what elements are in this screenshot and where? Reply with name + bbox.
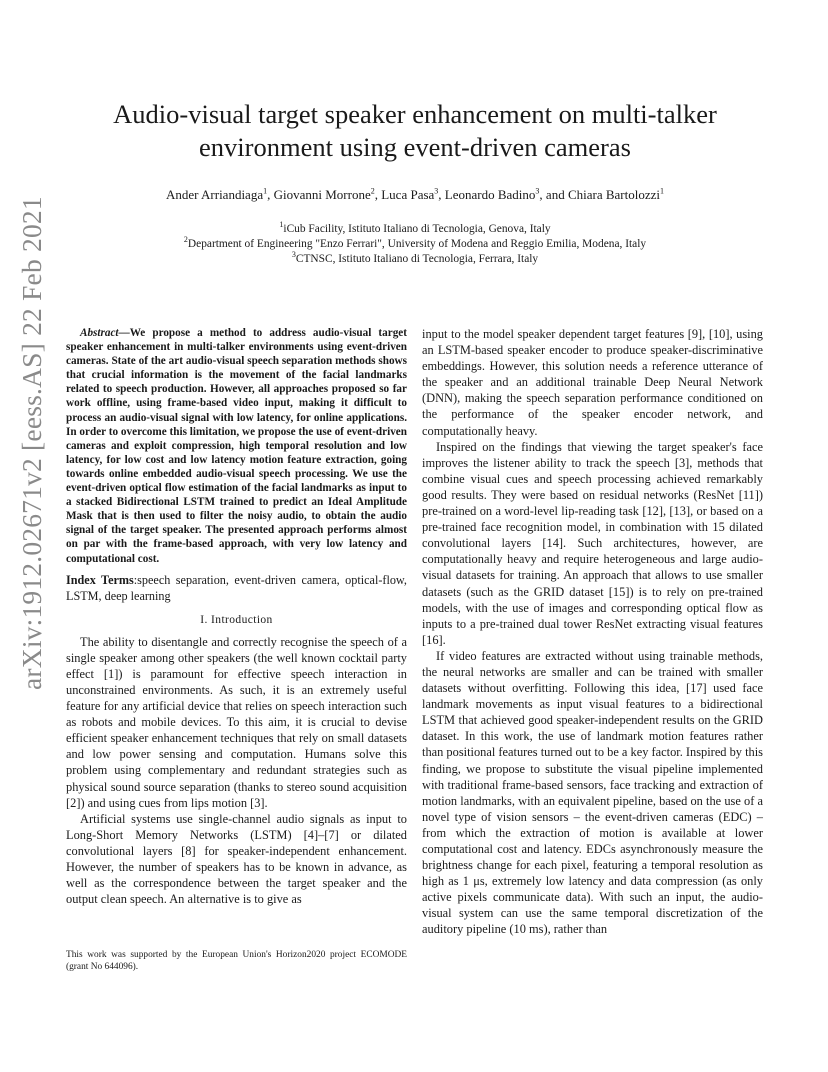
- affiliation: $^2$Department of Engineering "Enzo Ferrari", University of Modena and Reggio Emilia, Modena, Italy: [183, 235, 647, 250]
- author-list: Ander Arriandiaga$^1$, Giovanni Morrone$^2$, Luca Pasa$^3$, Leonardo Badino$^3$, and Chiara Bartolozzi$^1$: [166, 186, 664, 202]
- left-column: [66, 326, 407, 907]
- author: Ander Arriandiaga$^1$: [166, 186, 268, 202]
- body-paragraph: If video features are extracted without using trainable methods, the neural networks are smaller and can be trained with smaller datasets without overfitting. Following this idea, [17] used face landmark movements as input visual features to a bidirectional LSTM that achieved good speaker-independent results on the GRID dataset. In this work, the use of landmark motion features rather than positional features turned out to be a key factor. Inspired by this finding, we propose to substitute the visual pipeline implemented with traditional frame-based sensors, face tracking and extraction of motion landmarks, with an equivalent pipeline, based on the use of a novel type of vision sensors – the event-driven cameras (EDC) – from which the extraction of motion is available at lower computational cost and latency. EDCs asynchronously measure the brightness change for each pixel, featuring a temporal resolution as high as 1 μs, extremely low latency and data compression (as only active pixels communicate data). With such an input, the audio-visual system can use the same temporal discretization of the auditory pipeline (10 ms), rather than: [422, 648, 763, 937]
- body-paragraph: Inspired on the findings that viewing the target speaker's face improves the listener ability to track the speech [3], methods that combine visual cues and speech processing achieved remarkably good results. They were based on residual networks (ResNet [11]) pre-trained on a word-level lip-reading task [12], [13], or based on a pre-trained face recognition model, in combination with 15 dilated convolutional layers [14]. Such architectures, however, are computationally heavy and require heterogeneous and large audio-visual datasets for training. An approach that allows to use smaller datasets (such as the GRID dataset [15]) is to rely on pre-trained models, with the use of images and corresponding optical flow as inputs to a pre-trained dual tower ResNet extracting visual features [16].: [422, 439, 763, 647]
- body-paragraph: input to the model speaker dependent target features [9], [10], using an LSTM-based speaker encoder to produce speaker-discriminative embeddings. However, this solution needs a reference utterance of the speaker and an additional trainable Deep Neural Network (DNN), making the speech separation performance conditioned on the performance of the speaker encoder network, and computationally heavy.: [422, 327, 763, 438]
- paper-title: [60, 98, 770, 164]
- funding-footnote: This work was supported by the European Union's Horizon2020 project ECOMODE (grant No 644096).: [66, 950, 407, 972]
- affiliation: $^3$CTNSC, Istituto Italiano di Tecnologia, Ferrara, Italy: [291, 250, 539, 265]
- title-line-1: Audio-visual target speaker enhancement on multi-talker: [113, 99, 717, 129]
- author: Luca Pasa$^3$: [381, 186, 439, 202]
- author: and Chiara Bartolozzi$^1$: [545, 186, 664, 202]
- author: Leonardo Badino$^3$: [444, 186, 540, 202]
- abstract-label: Abstract: [80, 327, 119, 339]
- abstract: [66, 326, 407, 566]
- affiliation: $^1$iCub Facility, Istituto Italiano di Tecnologia, Genova, Italy: [279, 220, 551, 235]
- body-paragraph: The ability to disentangle and correctly recognise the speech of a single speaker among other speakers (the well known cocktail party effect [1]) is paramount for effective speech interaction in unconstrained environments. As such, it is an extremely useful feature for any artificial device that relies on speech interaction such as robots and mobile devices. To this aim, it is crucial to devise efficient speaker enhancement techniques that rely on small datasets and low power sensing and computation. Humans solve this problem using complementary and redundant strategies such as physical sound source separation (thanks to stereo sound acquisition [2]) and using cues from lips motion [3].: [66, 634, 407, 810]
- index-terms-text: :speech separation, event-driven camera, optical-flow, LSTM, deep learning: [66, 572, 407, 603]
- body-paragraph: Artificial systems use single-channel audio signals as input to Long-Short Memory Networks (LSTM) [4]–[7] or dilated convolutional layers [8] for speaker-independent enhancement. However, the number of speakers has to be known in advance, as well as the correspondence between the target speaker and the output clean speech. An alternative is to give as: [66, 811, 407, 907]
- abstract-text: —We propose a method to address audio-visual target speaker enhancement in multi-talker environments using event-driven cameras. State of the art audio-visual speech separation methods shows that crucial information is the movement of the facial landmarks related to speech production. However, all approaches proposed so far work offline, using frame-based video input, making it difficult to process an audio-visual signal with low latency, for online applications. In order to overcome this limitation, we propose the use of event-driven cameras and exploit compression, high temporal resolution and low latency, for low cost and low latency motion feature extraction, going towards online embedded audio-visual speech processing. We use the event-driven optical flow estimation of the facial landmarks as input to a stacked Bidirectional LSTM trained to predict an Ideal Amplitude Mask that is then used to filter the noisy audio, to obtain the audio signal of the target speaker. The presented approach performs almost on par with the frame-based approach, with very low latency and computational cost.: [66, 327, 407, 565]
- arxiv-identifier: arXiv:1912.02671v2 [eess.AS] 22 Feb 2021: [16, 196, 47, 690]
- title-line-2: environment using event-driven cameras: [199, 132, 631, 162]
- index-terms-label: Index Terms: [66, 572, 134, 587]
- section-heading: I. Introduction: [200, 613, 273, 626]
- author: Giovanni Morrone$^2$: [273, 186, 375, 202]
- affiliations: [60, 222, 770, 267]
- right-column: [422, 326, 763, 938]
- index-terms: [66, 572, 407, 604]
